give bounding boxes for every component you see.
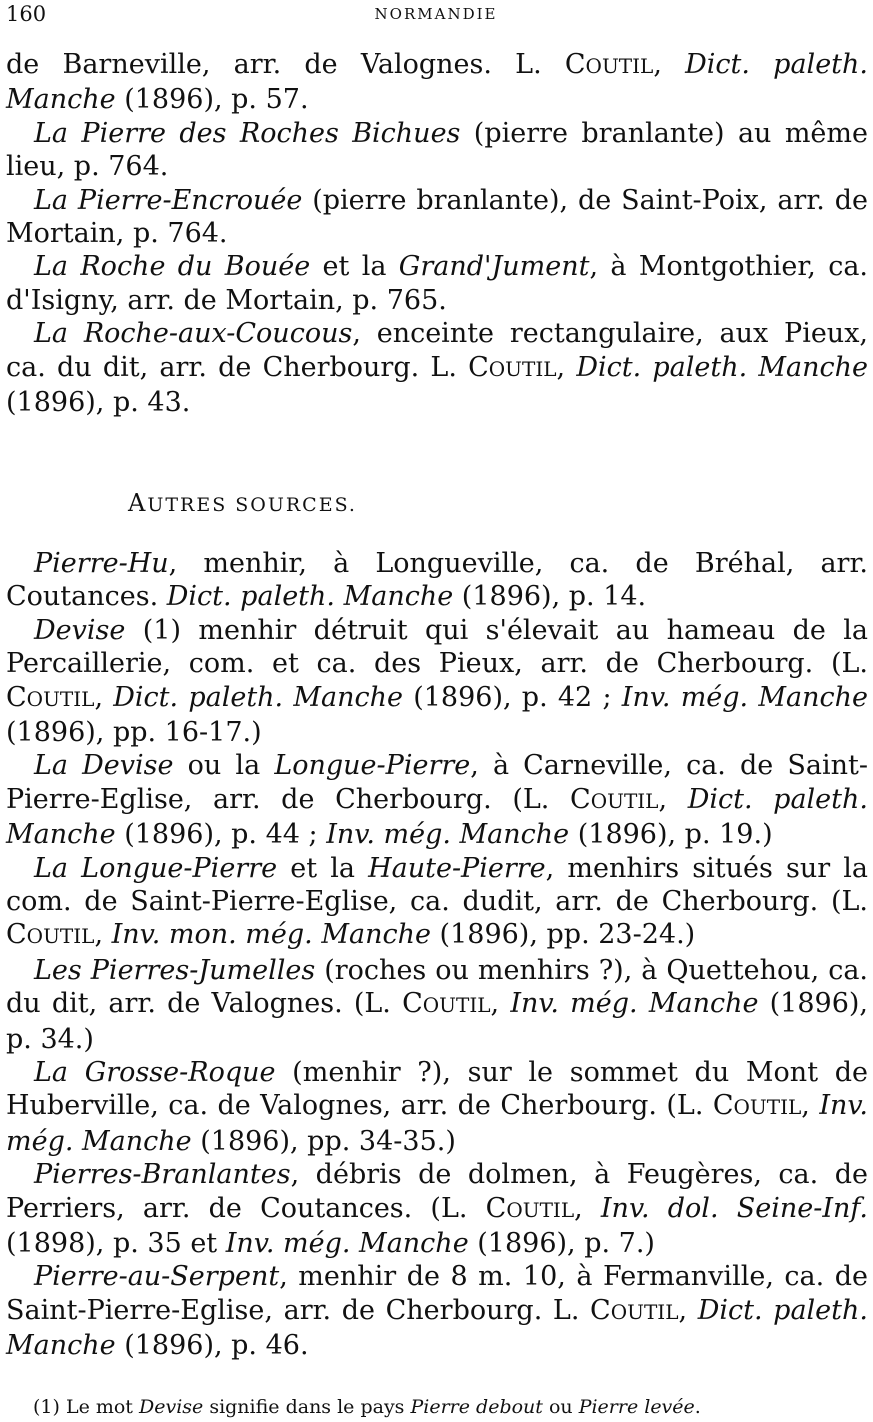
section-heading-autres-sources: AUTRES SOURCES. (128, 489, 357, 518)
entry-roches-bichues: La Pierre des Roches Bichues (pierre branlante) au même lieu, p. 764. (6, 117, 868, 183)
entry-pierre-encrouee: La Pierre-Encrouée (pierre branlante), de Saint-Poix, arr. de Mortain, p. 764. (6, 184, 868, 250)
entry-devise: Devise (1) menhir détruit qui s'élevait au hameau de la Percaillerie, com. et ca. des Pieux, arr. de Cherbourg. (L. COUTIL, Dict. paleth. Manche (1896), p. 42 ; Inv. még. Manche (1896), pp. 16-17.) (6, 614, 868, 748)
entry-grosse-roque: La Grosse-Roque (menhir ?), sur le sommet du Mont de Huberville, ca. de Valognes, arr. de Cherbourg. (L. COUTIL, Inv. még. Manche (1896), pp. 34-35.) (6, 1056, 868, 1157)
entry-pierre-hu: Pierre-Hu, menhir, à Longueville, ca. de Bréhal, arr. Coutances. Dict. paleth. Manche (1896), p. 14. (6, 547, 868, 613)
entry-pierres-jumelles: Les Pierres-Jumelles (roches ou menhirs ?), à Quettehou, ca. du dit, arr. de Valognes. (L. COUTIL, Inv. még. Manche (1896), p. 34.) (6, 954, 869, 1055)
entry-roche-aux-coucous: La Roche-aux-Coucous, enceinte rectangulaire, aux Pieux, ca. du dit, arr. de Cherbourg. L. COUTIL, Dict. paleth. Manche (1896), p. 43. (6, 318, 869, 419)
entry-barneville: de Barneville, arr. de Valognes. L. COUTIL, Dict. paleth. Manche (1896), p. 57. (6, 49, 868, 116)
entry-la-devise: La Devise ou la Longue-Pierre, à Carneville, ca. de Saint-Pierre-Eglise, arr. de Cherbourg. (L. COUTIL, Dict. paleth. Manche (1896), p. 44 ; Inv. még. Manche (1896), p. 19.) (6, 750, 869, 851)
entry-pierre-au-serpent: Pierre-au-Serpent, menhir de 8 m. 10, à Fermanville, ca. de Saint-Pierre-Eglise, arr. de Cherbourg. L. COUTIL, Dict. paleth. Manche (1896), p. 46. (6, 1261, 868, 1362)
footnote: (1) Le mot Devise signifie dans le pays Pierre debout ou Pierre levée. (33, 1396, 701, 1418)
entry-roche-du-bouee: La Roche du Bouée et la Grand'Jument, à Montgothier, ca. d'Isigny, arr. de Mortain, p. 765. (6, 251, 869, 316)
body-text (6, 48, 868, 1363)
entry-longue-pierre: La Longue-Pierre et la Haute-Pierre, menhirs situés sur la com. de Saint-Pierre-Eglise, ca. dudit, arr. de Cherbourg. (L. COUTIL, Inv. mon. még. Manche (1896), pp. 23-24.) (6, 852, 868, 951)
entry-pierres-branlantes: Pierres-Branlantes, débris de dolmen, à Feugères, ca. de Perriers, arr. de Coutances. (L. COUTIL, Inv. dol. Seine-Inf. (1898), p. 35 et Inv. még. Manche (1896), p. 7.) (6, 1159, 868, 1259)
page-header (6, 0, 866, 30)
running-title: NORMANDIE (374, 5, 498, 23)
page-number: 160 (6, 2, 47, 26)
